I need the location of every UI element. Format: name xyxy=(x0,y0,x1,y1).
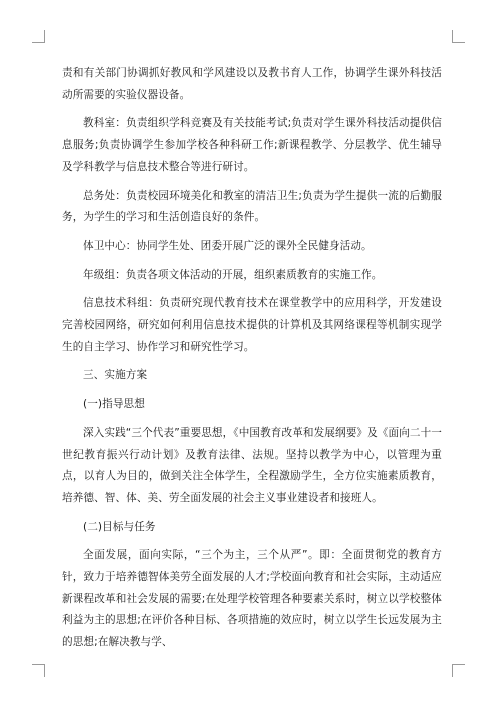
paragraph-research-office: 教科室：负责组织学科竞赛及有关技能考试;负责对学生课外科技活动提供信息服务;负责协调学生参加学校各种科研工作;新课程教学、分层教学、优生辅导及学科教学与信息技术整合等进行研讨。 xyxy=(62,117,442,173)
paragraph-grade-group: 年级组：负责各项文体活动的开展，组织素质教育的实施工作。 xyxy=(83,268,383,281)
crop-mark-bottom-left xyxy=(32,664,45,677)
paragraph-sports-health-center: 体卫中心：协同学生处、团委开展广泛的课外全民健身活动。 xyxy=(83,239,372,252)
subsection-heading-goals-tasks: (二)目标与任务 xyxy=(83,520,156,533)
paragraph-goals-tasks: 全面发展，面向实际，“三个为主，三个从严”。即：全面贯彻党的教育方针，致力于培养德智体美劳全面发展的人才;学校面向教育和社会实际，主动适应新课程改革和社会发展的需要;在处理学校管理各种要素关系时，树立以学校整体利益为主的思想;在评价各种目标、各项措施的效应时，树立以学生长远发展为主的思想;在解决教与学、 xyxy=(62,549,442,649)
crop-mark-top-left xyxy=(32,30,45,43)
document-body xyxy=(62,63,442,661)
paragraph-guiding-ideology: 深入实践“三个代表”重要思想，《中国教育改革和发展纲要》及《面向二十一世纪教育振兴行动计划》及教育法律、法规。坚持以教学为中心，以管理为重点，以育人为目的，做到关注全体学生，全程激励学生，全方位实施素质教育，培养德、智、体、美、劳全面发展的社会主义事业建设者和接班人。 xyxy=(62,426,442,504)
subsection-heading-guiding-ideology: (一)指导思想 xyxy=(83,398,145,411)
paragraph-it-group: 信息技术科组：负责研究现代教育技术在课堂教学中的应用科学，开发建设完善校园网络，研究如何利用信息技术提供的计算机及其网络课程等机制实现学生的自主学习、协作学习和研究性学习。 xyxy=(62,297,442,353)
paragraph-continuation: 责和有关部门协调抓好教风和学风建设以及教书育人工作，协调学生课外科技活动所需要的实验仪器设备。 xyxy=(62,67,442,101)
paragraph-general-affairs: 总务处：负责校园环境美化和教室的清洁卫生;负责为学生提供一流的后勤服务，为学生的学习和生活创造良好的条件。 xyxy=(62,189,442,224)
section-heading-implementation: 三、实施方案 xyxy=(83,369,148,382)
crop-mark-bottom-right xyxy=(452,664,465,677)
crop-mark-top-right xyxy=(452,30,465,43)
